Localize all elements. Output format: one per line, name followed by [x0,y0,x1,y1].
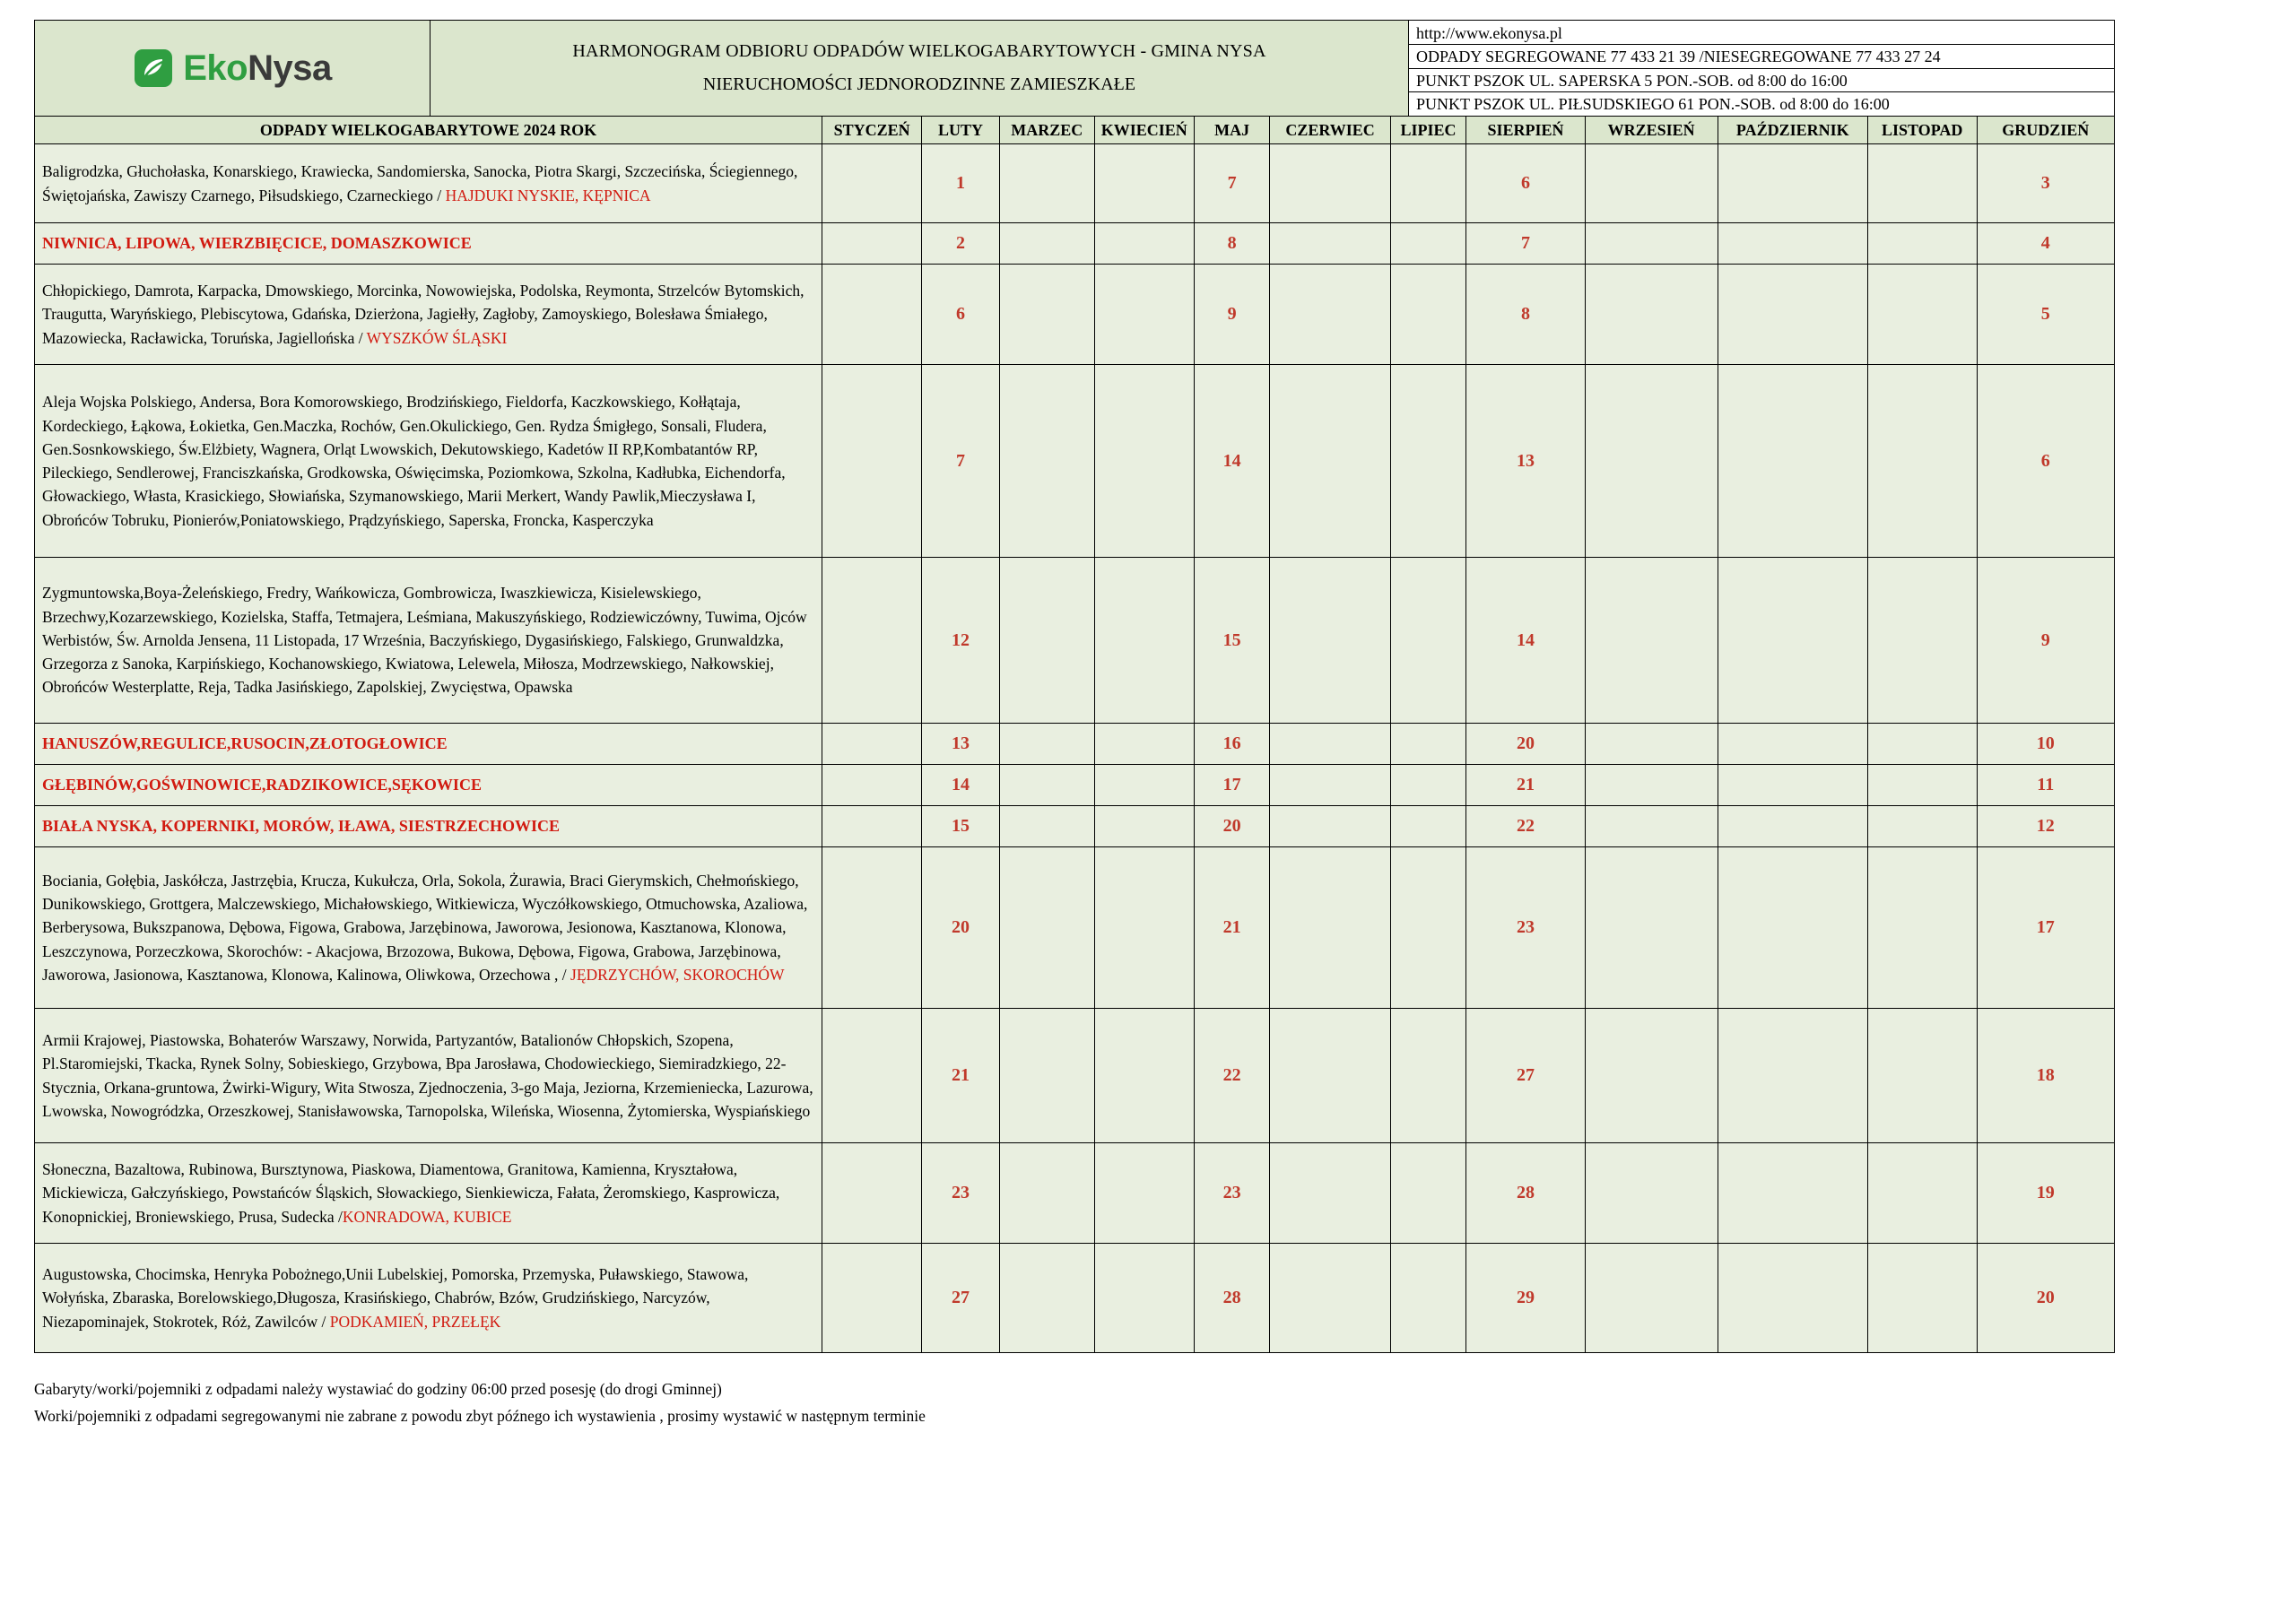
street-list-highlight: JĘDRZYCHÓW, SKOROCHÓW [570,965,785,984]
column-header-maj: MAJ [1194,117,1270,144]
pickup-date-grudzień: 17 [1977,847,2115,1009]
table-body [35,144,2115,1353]
pickup-date-kwiecień [1094,724,1194,765]
pickup-date-maj: 23 [1194,1143,1270,1244]
note-line-2: Worki/pojemniki z odpadami segregowanymi nie zabrane z powodu zbyt późnego ich wystawienia , prosimy wystawić w następnym terminie [34,1406,926,1425]
schedule-document [34,20,2115,1430]
pickup-date-styczeń [822,1143,922,1244]
pickup-date-lipiec [1390,806,1466,847]
pickup-date-czerwiec [1270,724,1390,765]
street-list-standard: Armii Krajowej, Piastowska, Bohaterów Warszawy, Norwida, Partyzantów, Batalionów Chłopskich, Szopena, Pl.Staromiejski, Tkacka, Rynek Solny, Sobieskiego, Grzybowa, Bpa Jarosława, Chodowieckiego, Siemiradzkiego, 22-Stycznia, Orkana-gruntowa, Żwirki-Wigury, Wita Stwosza, Zjednoczenia, 3-go Maja, Jeziorna, Krzemieniecka, Lazurowa, Lwowska, Nowogródzka, Orzeszkowej, Stanisławowska, Tarnopolska, Wileńska, Wiosenna, Żytomierska, Wyspiańskiego [42,1031,813,1120]
street-list-standard: Augustowska, Chocimska, Henryka Pobożnego,Unii Lubelskiej, Pomorska, Przemyska, Puławskiego, Stawowa, Wołyńska, Zbaraska, Borelowskiego,Długosza, Krasińskiego, Chabrów, Bzów, Grudzińskiego, Narcyzów, Niezapominajek, Stokrotek, Róż, Zawilców / [42,1265,749,1331]
pickup-date-grudzień: 12 [1977,806,2115,847]
pickup-date-sierpień: 21 [1466,765,1585,806]
pickup-date-sierpień: 22 [1466,806,1585,847]
pickup-date-grudzień: 3 [1977,144,2115,223]
pickup-date-kwiecień [1094,847,1194,1009]
pickup-date-styczeń [822,1244,922,1353]
pickup-date-grudzień: 19 [1977,1143,2115,1244]
pickup-date-marzec [999,1009,1094,1143]
page-subtitle: NIERUCHOMOŚCI JEDNORODZINNE ZAMIESZKAŁE [702,74,1136,94]
pickup-date-styczeń [822,724,922,765]
brand-logo-eko: Eko [183,48,248,88]
pickup-date-sierpień: 29 [1466,1244,1585,1353]
eko-leaf-icon [133,48,174,89]
pickup-date-luty: 14 [922,765,1000,806]
pickup-date-styczeń [822,765,922,806]
column-header-grudzien: GRUDZIEŃ [1977,117,2115,144]
brand-logo-nysa: Nysa [248,48,332,88]
table-header-row [35,117,2115,144]
pickup-date-lipiec [1390,144,1466,223]
pickup-date-marzec [999,558,1094,724]
pickup-date-październik [1718,724,1867,765]
pickup-date-styczeń [822,806,922,847]
contact-pszok-pilsudskiego: PUNKT PSZOK UL. PIŁSUDSKIEGO 61 PON.-SOB. od 8:00 do 16:00 [1416,95,1890,113]
pickup-date-maj: 14 [1194,365,1270,558]
table-row [35,223,2115,265]
pickup-date-lipiec [1390,724,1466,765]
pickup-date-maj: 16 [1194,724,1270,765]
street-list-cell [35,1009,822,1143]
page-title: HARMONOGRAM ODBIORU ODPADÓW WIELKOGABARYTOWYCH - GMINA NYSA [572,41,1266,61]
pickup-date-czerwiec [1270,1244,1390,1353]
pickup-date-grudzień: 20 [1977,1244,2115,1353]
street-list-highlight: BIAŁA NYSKA, KOPERNIKI, MORÓW, IŁAWA, SIESTRZECHOWICE [42,817,560,835]
street-list-standard: Baligrodzka, Głuchołaska, Konarskiego, Krawiecka, Sandomierska, Sanocka, Piotra Skargi, Szczecińska, Ściegiennego, Świętojańska, Zawiszy Czarnego, Piłsudskiego, Czarneckiego / [42,162,798,204]
pickup-date-listopad [1867,365,1977,558]
pickup-date-sierpień: 6 [1466,144,1585,223]
pickup-date-styczeń [822,847,922,1009]
pickup-date-sierpień: 14 [1466,558,1585,724]
table-row [35,265,2115,365]
column-header-pazdziernik: PAŹDZIERNIK [1718,117,1867,144]
street-list-cell [35,765,822,806]
column-header-lipiec: LIPIEC [1390,117,1466,144]
street-list-cell [35,724,822,765]
pickup-date-lipiec [1390,1009,1466,1143]
pickup-date-luty: 13 [922,724,1000,765]
street-list-standard: Bociania, Gołębia, Jaskółcza, Jastrzębia, Krucza, Kukułcza, Orla, Sokola, Żurawia, Braci Gierymskich, Chełmońskiego, Dunikowskiego, Grottgera, Malczewskiego, Michałowskiego, Witkiewicza, Wyczółkowskiego, Otmuchowska, Azaliowa, Berberysowa, Bukszpanowa, Dębowa, Figowa, Grabowa, Jarzębinowa, Jaworowa, Jesionowa, Kasztanowa, Klonowa, Leszczynowa, Porzeczkowa, Skorochów: - Akacjowa, Brzozowa, Bukowa, Dębowa, Figowa, Grabowa, Jarzębinowa, Jaworowa, Jasionowa, Kasztanowa, Klonowa, Kalinowa, Oliwkowa, Orzechowa , / [42,871,808,984]
contact-pszok-saperska: PUNKT PSZOK UL. SAPERSKA 5 PON.-SOB. od 8:00 do 16:00 [1409,69,2114,93]
pickup-date-luty: 6 [922,265,1000,365]
street-list-highlight: WYSZKÓW ŚLĄSKI [366,328,508,347]
pickup-date-wrzesień [1585,847,1718,1009]
pickup-date-styczeń [822,265,922,365]
table-row [35,558,2115,724]
pickup-date-lipiec [1390,765,1466,806]
street-list-cell [35,847,822,1009]
street-list-highlight: PODKAMIEŃ, PRZEŁĘK [329,1312,501,1331]
pickup-date-listopad [1867,265,1977,365]
pickup-date-październik [1718,1244,1867,1353]
pickup-date-wrzesień [1585,1244,1718,1353]
pickup-date-czerwiec [1270,558,1390,724]
pickup-date-listopad [1867,1244,1977,1353]
pickup-date-wrzesień [1585,724,1718,765]
pickup-date-kwiecień [1094,806,1194,847]
table-row [35,365,2115,558]
pickup-date-marzec [999,1244,1094,1353]
pickup-date-kwiecień [1094,265,1194,365]
pickup-date-czerwiec [1270,765,1390,806]
column-header-marzec: MARZEC [999,117,1094,144]
pickup-date-październik [1718,144,1867,223]
street-list-cell [35,144,822,223]
pickup-date-listopad [1867,1143,1977,1244]
pickup-date-grudzień: 10 [1977,724,2115,765]
street-list-cell [35,265,822,365]
pickup-date-wrzesień [1585,365,1718,558]
column-header-wrzesien: WRZESIEŃ [1585,117,1718,144]
pickup-date-luty: 15 [922,806,1000,847]
pickup-date-kwiecień [1094,1143,1194,1244]
pickup-date-maj: 22 [1194,1009,1270,1143]
pickup-date-wrzesień [1585,1143,1718,1244]
column-header-styczen: STYCZEŃ [822,117,922,144]
table-row [35,144,2115,223]
pickup-date-kwiecień [1094,144,1194,223]
table-row [35,847,2115,1009]
pickup-date-czerwiec [1270,223,1390,265]
pickup-date-listopad [1867,223,1977,265]
pickup-date-marzec [999,847,1094,1009]
pickup-date-styczeń [822,223,922,265]
pickup-date-marzec [999,365,1094,558]
pickup-date-październik [1718,765,1867,806]
table-row [35,765,2115,806]
pickup-date-czerwiec [1270,265,1390,365]
street-list-highlight: KONRADOWA, KUBICE [342,1207,512,1226]
pickup-date-październik [1718,558,1867,724]
pickup-date-marzec [999,724,1094,765]
pickup-date-sierpień: 13 [1466,365,1585,558]
pickup-date-kwiecień [1094,1009,1194,1143]
table-row [35,806,2115,847]
table-row [35,1009,2115,1143]
pickup-date-luty: 20 [922,847,1000,1009]
pickup-date-luty: 1 [922,144,1000,223]
pickup-date-styczeń [822,1009,922,1143]
pickup-date-sierpień: 23 [1466,847,1585,1009]
pickup-date-czerwiec [1270,847,1390,1009]
pickup-date-lipiec [1390,365,1466,558]
pickup-date-listopad [1867,558,1977,724]
pickup-date-listopad [1867,1009,1977,1143]
street-list-highlight: HAJDUKI NYSKIE, KĘPNICA [445,186,651,204]
pickup-date-sierpień: 28 [1466,1143,1585,1244]
pickup-date-maj: 7 [1194,144,1270,223]
pickup-date-wrzesień [1585,144,1718,223]
pickup-date-kwiecień [1094,223,1194,265]
pickup-date-lipiec [1390,1143,1466,1244]
column-header-streets: ODPADY WIELKOGABARYTOWE 2024 ROK [35,117,822,144]
column-header-listopad: LISTOPAD [1867,117,1977,144]
table-row [35,724,2115,765]
pickup-date-luty: 27 [922,1244,1000,1353]
logo-cell [35,21,430,117]
street-list-highlight: NIWNICA, LIPOWA, WIERZBIĘCICE, DOMASZKOWICE [42,234,472,252]
pickup-date-wrzesień [1585,765,1718,806]
document-title-cell [430,21,1409,117]
pickup-date-styczeń [822,144,922,223]
pickup-date-luty: 2 [922,223,1000,265]
pickup-date-maj: 28 [1194,1244,1270,1353]
pickup-date-wrzesień [1585,558,1718,724]
contact-info-cell [1409,21,2115,117]
street-list-cell [35,1143,822,1244]
street-list-cell [35,365,822,558]
column-header-czerwiec: CZERWIEC [1270,117,1390,144]
pickup-date-maj: 21 [1194,847,1270,1009]
column-header-kwiecien: KWIECIEŃ [1094,117,1194,144]
column-header-sierpien: SIERPIEŃ [1466,117,1585,144]
street-list-standard: Zygmuntowska,Boya-Żeleńskiego, Fredry, Wańkowicza, Gombrowicza, Iwaszkiewicza, Kisielewskiego, Brzechwy,Kozarzewskiego, Kozielska, Staffa, Tetmajera, Leśmiana, Makuszyńskiego, Rodziewiczówny, Tuwima, Ojców Werbistów, Św. Arnolda Jensena, 11 Listopada, 17 Września, Baczyńskiego, Dygasińskiego, Falskiego, Grunwaldzka, Grzegorza z Sanoka, Karpińskiego, Kochanowskiego, Kwiatowa, Lelewela, Miłosza, Modrzewskiego, Nałkowskiej, Obrońców Westerplatte, Reja, Tadka Jasińskiego, Zapolskiej, Zwycięstwa, Opawska [42,584,807,697]
pickup-date-sierpień: 20 [1466,724,1585,765]
pickup-date-październik [1718,223,1867,265]
pickup-date-lipiec [1390,223,1466,265]
pickup-date-październik [1718,365,1867,558]
pickup-date-marzec [999,265,1094,365]
pickup-date-listopad [1867,724,1977,765]
pickup-date-grudzień: 18 [1977,1009,2115,1143]
pickup-date-listopad [1867,847,1977,1009]
pickup-date-luty: 21 [922,1009,1000,1143]
street-list-cell [35,1244,822,1353]
pickup-date-kwiecień [1094,365,1194,558]
pickup-date-marzec [999,806,1094,847]
pickup-date-grudzień: 9 [1977,558,2115,724]
pickup-date-maj: 20 [1194,806,1270,847]
pickup-date-styczeń [822,558,922,724]
pickup-date-sierpień: 27 [1466,1009,1585,1143]
pickup-date-kwiecień [1094,1244,1194,1353]
column-header-luty: LUTY [922,117,1000,144]
pickup-date-wrzesień [1585,806,1718,847]
note-line-1: Gabaryty/worki/pojemniki z odpadami należy wystawiać do godziny 06:00 przed posesję (do drogi Gminnej) [34,1380,722,1398]
table-row [35,1244,2115,1353]
pickup-date-kwiecień [1094,558,1194,724]
pickup-date-marzec [999,223,1094,265]
pickup-date-październik [1718,265,1867,365]
pickup-date-czerwiec [1270,806,1390,847]
brand-logo-text [183,48,331,89]
pickup-date-lipiec [1390,265,1466,365]
pickup-date-kwiecień [1094,765,1194,806]
footer-notes [34,1376,2115,1430]
pickup-date-marzec [999,765,1094,806]
pickup-date-sierpień: 7 [1466,223,1585,265]
pickup-date-listopad [1867,144,1977,223]
pickup-date-listopad [1867,806,1977,847]
street-list-highlight: GŁĘBINÓW,GOŚWINOWICE,RADZIKOWICE,SĘKOWICE [42,776,482,794]
pickup-date-lipiec [1390,847,1466,1009]
pickup-date-październik [1718,1009,1867,1143]
pickup-date-styczeń [822,365,922,558]
pickup-date-czerwiec [1270,1009,1390,1143]
street-list-cell [35,558,822,724]
pickup-date-październik [1718,806,1867,847]
pickup-date-wrzesień [1585,265,1718,365]
pickup-date-czerwiec [1270,1143,1390,1244]
street-list-standard: Aleja Wojska Polskiego, Andersa, Bora Komorowskiego, Brodzińskiego, Fieldorfa, Kaczkowskiego, Kołłątaja, Kordeckiego, Łąkowa, Łokietka, Gen.Maczka, Rochów, Gen.Okulickiego, Gen. Rydza Śmigłego, Sonsali, Fludera, Gen.Sosnkowskiego, Św.Elżbiety, Wagnera, Orląt Lwowskich, Dekutowskiego, Kadetów II RP,Kombatantów RP, Pileckiego, Sendlerowej, Franciszkańska, Grodkowska, Oświęcimska, Poziomkowa, Szkolna, Kadłubka, Eichendorfa, Głowackiego, Własta, Krasickiego, Słowiańska, Szymanowskiego, Marii Merkert, Wandy Pawlik,Mieczysława I, Obrońców Tobruku, Pionierów,Poniatowskiego, Prądzyńskiego, Saperska, Froncka, Kasperczyka [42,393,786,529]
pickup-date-czerwiec [1270,144,1390,223]
contact-website[interactable]: http://www.ekonysa.pl [1409,22,2114,46]
pickup-date-lipiec [1390,1244,1466,1353]
schedule-table [34,116,2115,1353]
pickup-date-październik [1718,847,1867,1009]
contact-phones: ODPADY SEGREGOWANE 77 433 21 39 /NIESEGREGOWANE 77 433 27 24 [1409,45,2114,69]
pickup-date-maj: 17 [1194,765,1270,806]
pickup-date-wrzesień [1585,1009,1718,1143]
pickup-date-maj: 15 [1194,558,1270,724]
table-row [35,1143,2115,1244]
pickup-date-marzec [999,144,1094,223]
pickup-date-luty: 23 [922,1143,1000,1244]
pickup-date-wrzesień [1585,223,1718,265]
document-header [34,20,2115,117]
street-list-cell [35,223,822,265]
pickup-date-grudzień: 11 [1977,765,2115,806]
pickup-date-grudzień: 4 [1977,223,2115,265]
pickup-date-maj: 9 [1194,265,1270,365]
pickup-date-luty: 7 [922,365,1000,558]
pickup-date-grudzień: 6 [1977,365,2115,558]
street-list-standard: Słoneczna, Bazaltowa, Rubinowa, Bursztynowa, Piaskowa, Diamentowa, Granitowa, Kamienna, Kryształowa, Mickiewicza, Gałczyńskiego, Powstańców Śląskich, Słowackiego, Sienkiewicza, Fałata, Żeromskiego, Kasprowicza, Konopnickiej, Broniewskiego, Prusa, Sudecka / [42,1160,780,1226]
street-list-standard: Chłopickiego, Damrota, Karpacka, Dmowskiego, Morcinka, Nowowiejska, Podolska, Reymonta, Strzelców Bytomskich, Traugutta, Waryńskiego, Plebiscytowa, Gdańska, Dzierżona, Jagiełły, Zagłoby, Zamoyskiego, Bolesława Śmiałego, Mazowiecka, Racławicka, Toruńska, Jagiellońska / [42,282,804,347]
pickup-date-grudzień: 5 [1977,265,2115,365]
pickup-date-czerwiec [1270,365,1390,558]
street-list-highlight: HANUSZÓW,REGULICE,RUSOCIN,ZŁOTOGŁOWICE [42,734,448,752]
pickup-date-sierpień: 8 [1466,265,1585,365]
pickup-date-maj: 8 [1194,223,1270,265]
pickup-date-luty: 12 [922,558,1000,724]
pickup-date-marzec [999,1143,1094,1244]
pickup-date-listopad [1867,765,1977,806]
pickup-date-lipiec [1390,558,1466,724]
street-list-cell [35,806,822,847]
pickup-date-październik [1718,1143,1867,1244]
